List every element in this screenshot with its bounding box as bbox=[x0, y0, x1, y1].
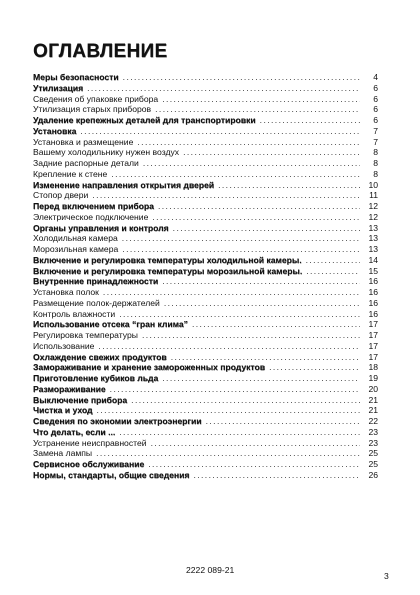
toc-leader-dots bbox=[110, 384, 360, 395]
toc-entry-label: Что делать, если ... bbox=[33, 426, 116, 437]
toc-entry bbox=[33, 115, 378, 126]
toc-leader-dots bbox=[269, 362, 360, 373]
toc-entry bbox=[33, 319, 378, 330]
toc-entry bbox=[33, 459, 378, 470]
toc-entry bbox=[33, 137, 378, 148]
toc-entry bbox=[33, 362, 378, 373]
toc-leader-dots bbox=[152, 212, 360, 223]
toc-leader-dots bbox=[98, 341, 360, 352]
toc-entry bbox=[33, 244, 378, 255]
toc-entry-page: 21 bbox=[368, 394, 378, 405]
toc-entry-page: 22 bbox=[368, 416, 378, 426]
toc-leader-dots bbox=[162, 276, 360, 287]
toc-entry bbox=[33, 395, 378, 406]
toc-leader-dots bbox=[171, 352, 360, 363]
toc-entry-page: 11 bbox=[369, 190, 378, 201]
toc-entry bbox=[33, 147, 378, 158]
toc-entry-label: Холодильная камера bbox=[33, 233, 118, 244]
toc-leader-dots bbox=[143, 158, 360, 169]
toc-entry-label: Использование bbox=[33, 340, 95, 351]
toc-entry-page: 16 bbox=[368, 276, 378, 287]
toc-entry-page: 20 bbox=[368, 383, 378, 394]
toc-entry-label: Меры безопасности bbox=[33, 72, 119, 82]
toc-entry-page: 16 bbox=[368, 308, 378, 319]
toc-leader-dots bbox=[206, 416, 360, 427]
toc-entry-page: 17 bbox=[368, 330, 378, 340]
toc-entry bbox=[33, 287, 378, 298]
toc-leader-dots bbox=[87, 83, 360, 94]
toc-entry-label: Сервисное обслуживание bbox=[33, 459, 145, 469]
toc-entry-page: 6 bbox=[373, 82, 378, 93]
toc-leader-dots bbox=[173, 223, 360, 234]
toc-entry-label: Сведения об упаковке прибора bbox=[33, 93, 159, 104]
toc-leader-dots bbox=[158, 201, 360, 212]
toc-entry-label: Замена лампы bbox=[33, 448, 93, 459]
toc-entry-label: Установка bbox=[33, 125, 77, 136]
toc-entry-label: Приготовление кубиков льда bbox=[33, 373, 159, 383]
toc-entry-page: 25 bbox=[368, 448, 378, 459]
toc-leader-dots bbox=[119, 309, 360, 320]
toc-entry-label: Регулировка температуры bbox=[33, 330, 138, 340]
toc-entry-page: 18 bbox=[368, 362, 378, 373]
toc-leader-dots bbox=[111, 169, 360, 180]
toc-entry-label: Включение и регулировка температуры морозильной камеры. bbox=[33, 265, 303, 276]
toc-leader-dots bbox=[142, 330, 360, 341]
toc-entry-label: Органы управления и контроля bbox=[33, 222, 169, 233]
toc-entry-label: Задние распорные детали bbox=[33, 158, 139, 168]
toc-entry bbox=[33, 352, 378, 363]
toc-entry bbox=[33, 158, 378, 169]
toc-entry-label: Изменение направления открытия дверей bbox=[33, 179, 215, 190]
toc-entry-page: 13 bbox=[368, 222, 378, 233]
toc-entry-page: 16 bbox=[368, 287, 378, 297]
toc-entry-label: Включение и регулировка температуры холодильной камеры. bbox=[33, 254, 302, 265]
toc-entry-page: 6 bbox=[373, 104, 378, 115]
toc-leader-dots bbox=[122, 233, 360, 244]
toc-entry bbox=[33, 330, 378, 341]
toc-leader-dots bbox=[162, 94, 360, 105]
toc-entry-page: 19 bbox=[368, 373, 378, 383]
toc-entry-label: Перед включением прибора bbox=[33, 201, 154, 211]
toc-entry-label: Нормы, стандарты, общие сведения bbox=[33, 469, 190, 480]
toc-leader-dots bbox=[131, 395, 360, 406]
toc-entry-label: Контроль влажности bbox=[33, 308, 116, 319]
toc-entry bbox=[33, 341, 378, 352]
toc-leader-dots bbox=[137, 137, 360, 148]
toc-leader-dots bbox=[218, 180, 360, 191]
toc-entry-page: 15 bbox=[368, 265, 378, 276]
toc-entry bbox=[33, 266, 378, 277]
toc-leader-dots bbox=[148, 459, 360, 470]
toc-leader-dots bbox=[193, 470, 360, 481]
toc-entry bbox=[33, 104, 378, 115]
toc-entry bbox=[33, 212, 378, 223]
toc-leader-dots bbox=[119, 427, 360, 438]
toc-entry-page: 25 bbox=[368, 459, 378, 469]
toc-entry-page: 23 bbox=[368, 437, 378, 448]
toc-entry-label: Замораживание и хранение замороженных продуктов bbox=[33, 362, 266, 373]
toc-entry bbox=[33, 72, 378, 83]
toc-entry-page: 6 bbox=[373, 93, 378, 104]
toc-leader-dots bbox=[97, 405, 361, 416]
page-title: ОГЛАВЛЕНИЕ bbox=[33, 41, 168, 62]
toc-entry-label: Сведения по экономии электроэнергии bbox=[33, 416, 202, 426]
toc-entry-page: 14 bbox=[368, 254, 378, 265]
toc-leader-dots bbox=[122, 244, 360, 255]
toc-leader-dots bbox=[306, 266, 360, 277]
toc-entry-label: Охлаждение свежих продуктов bbox=[33, 351, 167, 362]
toc-entry-page: 17 bbox=[368, 351, 378, 362]
toc-entry bbox=[33, 448, 378, 459]
toc-entry-page: 7 bbox=[373, 125, 378, 136]
toc-entry-page: 8 bbox=[373, 147, 378, 158]
toc-entry-page: 12 bbox=[368, 211, 378, 222]
toc-entry bbox=[33, 373, 378, 384]
toc-entry-label: Крепление к стене bbox=[33, 168, 108, 179]
toc-entry-page: 7 bbox=[373, 136, 378, 147]
toc-entry-label: Использование отсека “гран клима” bbox=[33, 319, 188, 330]
document-code: 2222 089-21 bbox=[186, 565, 235, 575]
toc-entry-label: Чистка и уход bbox=[33, 405, 93, 416]
toc-entry-label: Устранение неисправностей bbox=[33, 437, 147, 448]
toc-entry-page: 23 bbox=[368, 426, 378, 437]
toc-leader-dots bbox=[164, 298, 360, 309]
toc-entry-page: 26 bbox=[368, 469, 378, 480]
toc-entry-label: Стопор двери bbox=[33, 190, 89, 201]
toc-entry bbox=[33, 309, 378, 320]
toc-entry bbox=[33, 427, 378, 438]
toc-entry bbox=[33, 470, 378, 481]
toc-entry-page: 21 bbox=[368, 405, 378, 416]
toc-entry-page: 8 bbox=[373, 158, 378, 168]
toc-leader-dots bbox=[183, 147, 360, 158]
toc-entry-page: 8 bbox=[373, 168, 378, 179]
toc-entry-page: 10 bbox=[368, 179, 378, 190]
toc-entry bbox=[33, 190, 378, 201]
toc-entry bbox=[33, 233, 378, 244]
toc-entry bbox=[33, 276, 378, 287]
toc-entry bbox=[33, 298, 378, 309]
toc-entry-page: 13 bbox=[368, 244, 378, 254]
toc-entry-label: Вашему холодильнику нужен воздух bbox=[33, 147, 180, 158]
toc-entry-label: Электрическое подключение bbox=[33, 211, 149, 222]
toc-entry-label: Морозильная камера bbox=[33, 244, 119, 254]
toc-entry-label: Утилизация старых приборов bbox=[33, 104, 152, 115]
toc-leader-dots bbox=[162, 373, 360, 384]
toc-entry bbox=[33, 405, 378, 416]
toc-entry-label: Размораживание bbox=[33, 383, 106, 394]
toc-entry-label: Размещение полок-держателей bbox=[33, 297, 160, 308]
toc-entry-label: Установка и размещение bbox=[33, 136, 134, 147]
toc-leader-dots bbox=[192, 319, 360, 330]
toc-entry bbox=[33, 169, 378, 180]
toc-entry-page: 4 bbox=[373, 72, 378, 82]
toc-entry-label: Утилизация bbox=[33, 82, 84, 93]
toc-entry-label: Установка полок bbox=[33, 287, 99, 297]
toc-entry-page: 16 bbox=[368, 297, 378, 308]
table-of-contents bbox=[33, 72, 378, 481]
toc-entry bbox=[33, 201, 378, 212]
toc-entry bbox=[33, 83, 378, 94]
toc-entry-page: 12 bbox=[368, 201, 378, 211]
toc-entry-page: 17 bbox=[368, 319, 378, 330]
toc-leader-dots bbox=[260, 115, 360, 126]
toc-entry-label: Выключение прибора bbox=[33, 394, 128, 405]
toc-leader-dots bbox=[80, 126, 360, 137]
toc-leader-dots bbox=[92, 190, 360, 201]
toc-leader-dots bbox=[123, 72, 360, 83]
toc-leader-dots bbox=[103, 287, 360, 298]
toc-entry-label: Удаление крепежных деталей для транспортировки bbox=[33, 115, 256, 125]
toc-entry bbox=[33, 384, 378, 395]
toc-leader-dots bbox=[96, 448, 360, 459]
page-number: 3 bbox=[384, 571, 389, 581]
toc-entry bbox=[33, 126, 378, 137]
toc-entry bbox=[33, 223, 378, 234]
toc-leader-dots bbox=[306, 255, 360, 266]
toc-entry bbox=[33, 438, 378, 449]
toc-entry-page: 13 bbox=[368, 233, 378, 244]
toc-entry bbox=[33, 416, 378, 427]
toc-entry bbox=[33, 255, 378, 266]
toc-entry bbox=[33, 180, 378, 191]
toc-entry-label: Внутренние принадлежности bbox=[33, 276, 159, 287]
toc-leader-dots bbox=[151, 438, 360, 449]
toc-entry-page: 17 bbox=[368, 340, 378, 351]
toc-entry-page: 6 bbox=[373, 115, 378, 125]
toc-leader-dots bbox=[155, 104, 360, 115]
toc-entry bbox=[33, 94, 378, 105]
